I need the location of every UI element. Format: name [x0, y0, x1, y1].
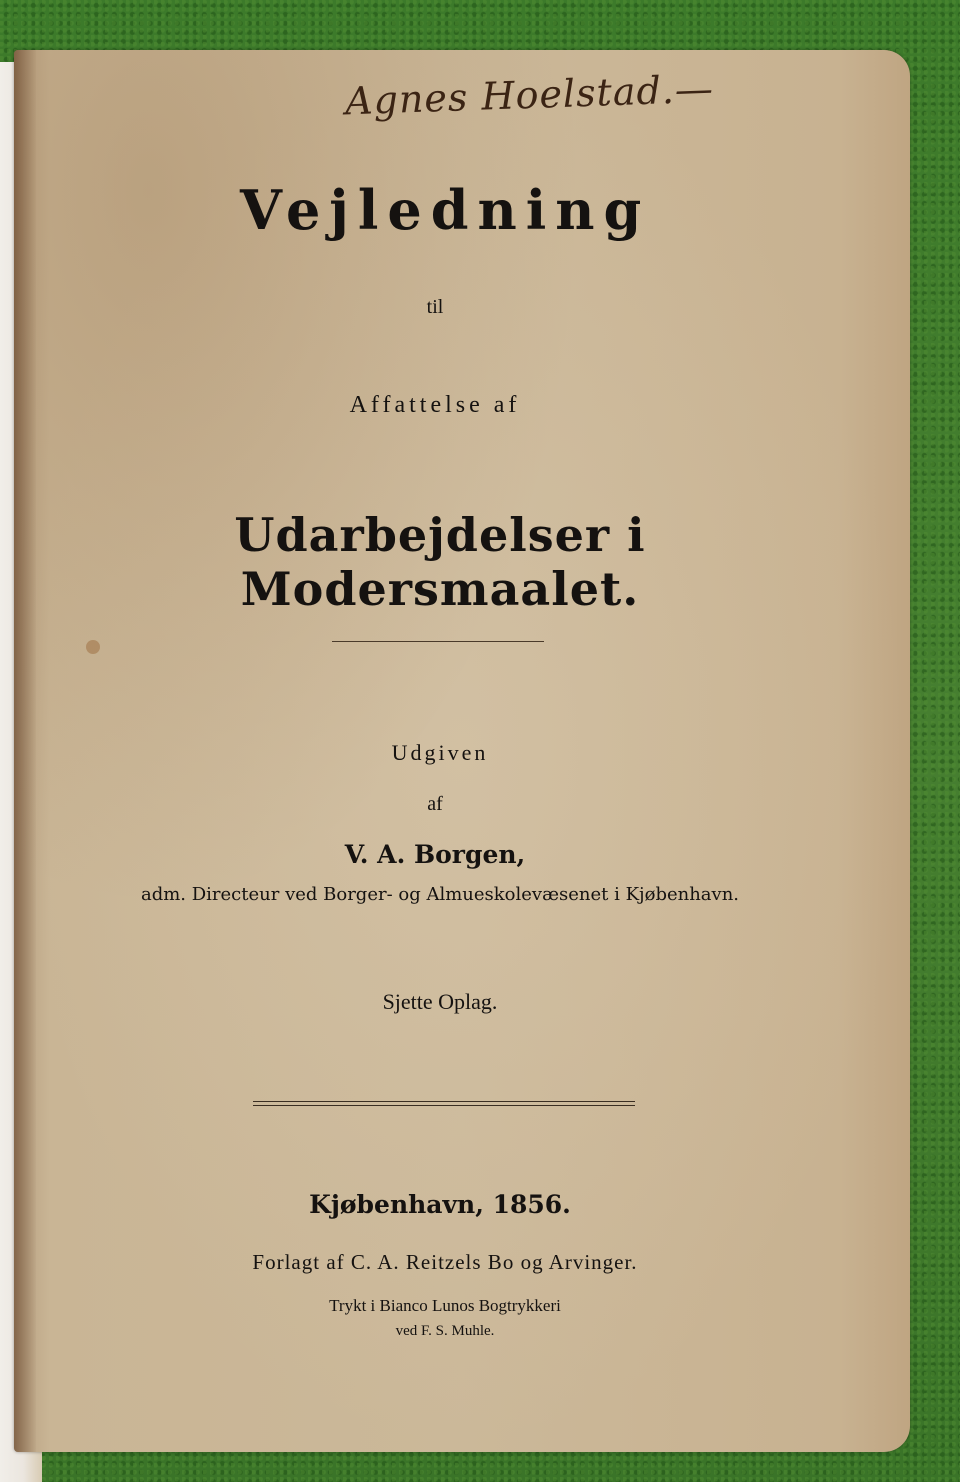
- printer-by-line: ved F. S. Muhle.: [395, 1323, 495, 1339]
- by-label: af: [427, 793, 443, 815]
- divider-rule: [332, 641, 544, 642]
- subtitle-til: til: [426, 296, 444, 318]
- place-year: Kjøbenhavn, 1856.: [309, 1190, 571, 1219]
- edition-label: Sjette Oplag.: [382, 989, 498, 1014]
- book-title: Vejledning: [240, 178, 651, 242]
- main-subject: Udarbejdelser i Modersmaalet.: [234, 508, 646, 616]
- handwritten-signature: Agnes Hoelstad.—: [344, 66, 715, 124]
- double-rule: [253, 1101, 635, 1106]
- subtitle-affattelse: Affattelse af: [349, 392, 521, 418]
- author-position: adm. Directeur ved Borger- og Almueskolevæsenet i Kjøbenhavn.: [140, 884, 740, 905]
- spine-shadow: [14, 50, 36, 1452]
- author-name: V. A. Borgen,: [344, 840, 526, 869]
- printer-line: Trykt i Bianco Lunos Bogtrykkeri: [329, 1296, 561, 1315]
- published-label: Udgiven: [391, 740, 489, 765]
- foxing-stain: [86, 640, 100, 654]
- publisher-line: Forlagt af C. A. Reitzels Bo og Arvinger.: [252, 1250, 638, 1274]
